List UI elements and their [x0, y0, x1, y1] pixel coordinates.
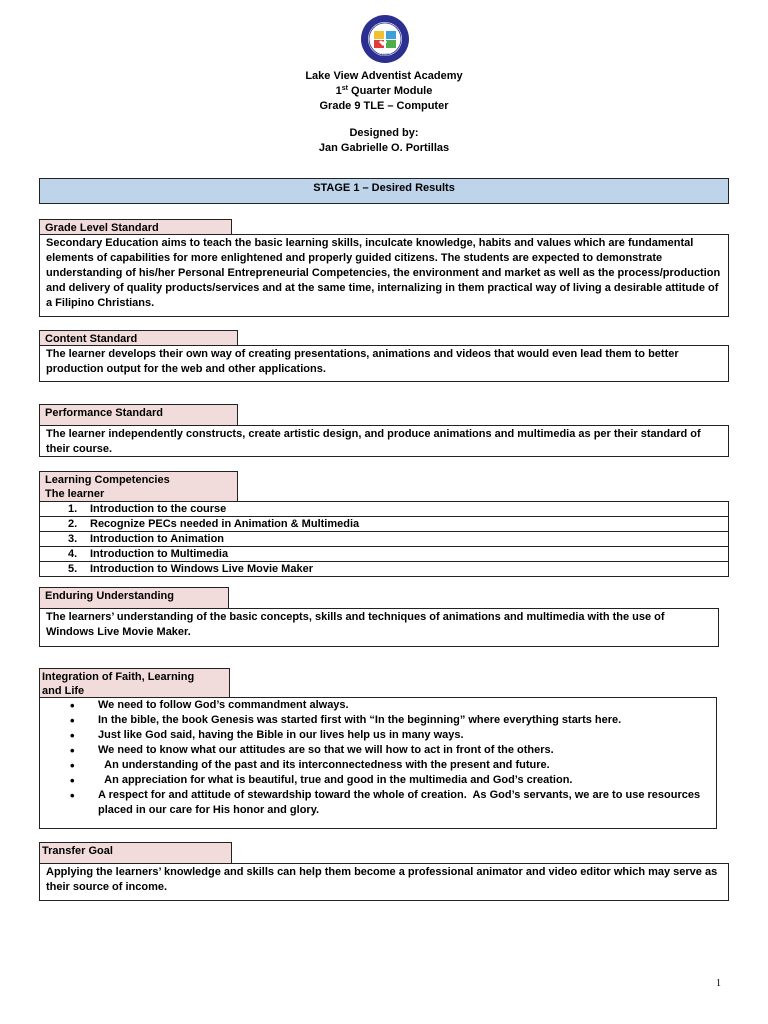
enduring-understanding-label: Enduring Understanding — [39, 587, 229, 609]
integration-bullet-item: • We need to know what our attitudes are so that we will how to act in front of the others. — [70, 743, 710, 758]
competency-row — [39, 517, 729, 532]
competencies-list — [39, 501, 729, 577]
integration-bullet-item: • A respect for and attitude of stewardship toward the whole of creation. As God’s servants, we are to use resources placed in our care for His honor and glory. — [70, 788, 710, 818]
competency-text: Introduction to the course — [90, 503, 227, 515]
designer-block — [0, 126, 768, 156]
competency-number: 2. — [68, 518, 78, 530]
integration-bullet-item: • An appreciation for what is beautiful, true and good in the multimedia and God’s creation. — [70, 773, 710, 788]
competency-text: Introduction to Animation — [90, 533, 225, 545]
integration-bullet-item: • An understanding of the past and its interconnectedness with the present and future. — [70, 758, 710, 773]
designed-by-label: Designed by: — [349, 127, 419, 139]
integration-box — [39, 697, 717, 829]
content-standard-label: Content Standard — [39, 330, 238, 346]
integration-label: Integration of Faith, Learning and Life — [39, 668, 230, 698]
content-standard-text: The learner develops their own way of creating presentations, animations and videos that would even lead them to better production output for the web and other applications. — [39, 345, 729, 382]
school-seal-logo — [360, 14, 410, 64]
school-name: Lake View Adventist Academy — [305, 70, 463, 82]
integration-bullet-item: • We need to follow God’s commandment always. — [70, 698, 710, 713]
page-number: 1 — [716, 978, 721, 989]
transfer-goal-label: Transfer Goal — [39, 842, 232, 864]
competency-number: 4. — [68, 548, 78, 560]
competency-text: Introduction to Windows Live Movie Maker — [90, 563, 313, 575]
competency-row — [39, 562, 729, 577]
quarter-line: 1st Quarter Module — [335, 85, 433, 97]
competency-text: Introduction to Multimedia — [90, 548, 229, 560]
seal-year: 1928 — [380, 53, 390, 57]
integration-bullet-item: • Just like God said, having the Bible in our lives help us in many ways. — [70, 728, 710, 743]
integration-bullet-list — [46, 698, 710, 818]
competency-number: 1. — [68, 503, 78, 515]
learning-competencies-label: Learning Competencies The learner — [39, 471, 238, 502]
stage-title: STAGE 1 – Desired Results — [39, 178, 729, 204]
transfer-goal-text: Applying the learners’ knowledge and skills can help them become a professional animator and video editor which may serve as their source of income. — [39, 863, 729, 901]
designer-name: Jan Gabrielle O. Portillas — [318, 142, 450, 154]
integration-bullet-item: • In the bible, the book Genesis was started first with “In the beginning” where everything starts here. — [70, 713, 710, 728]
document-header — [0, 69, 768, 114]
competency-number: 5. — [68, 563, 78, 575]
performance-standard-text: The learner independently constructs, create artistic design, and produce animations and multimedia as per their standard of their course. — [39, 425, 729, 457]
enduring-understanding-text: The learners’ understanding of the basic concepts, skills and techniques of animations and multimedia with the use of Windows Live Movie Maker. — [39, 608, 719, 647]
grade-level-label: Grade Level Standard — [39, 219, 232, 235]
competency-number: 3. — [68, 533, 78, 545]
competency-text: Recognize PECs needed in Animation & Multimedia — [90, 518, 360, 530]
grade-subject: Grade 9 TLE – Computer — [319, 100, 449, 112]
grade-level-text: Secondary Education aims to teach the basic learning skills, inculcate knowledge, habits and values which are fundamental elements of capabilities for more enlightened and properly guided citizens. The students are expected to demonstrate understanding of his/her Personal Entrepreneurial Competencies, the environment and market as well as the process/production and delivery of quality products/services and at the same time, internalizing in them practical way of living a desirable attitude of a Filipino Christians. — [39, 234, 729, 317]
competency-row — [39, 501, 729, 517]
competency-row — [39, 547, 729, 562]
performance-standard-label: Performance Standard — [39, 404, 238, 426]
competency-row — [39, 532, 729, 547]
